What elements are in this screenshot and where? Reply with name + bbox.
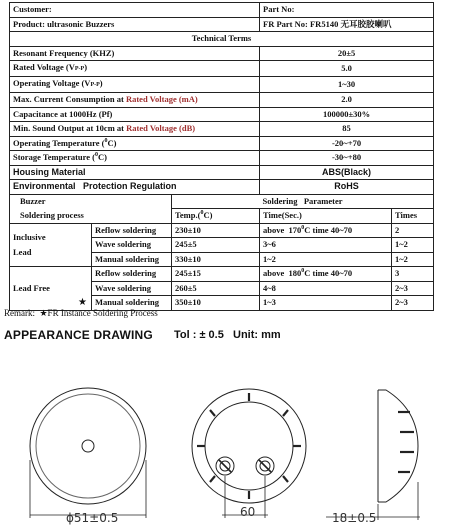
side-profile [378,390,418,502]
spec-value: 85 [260,122,434,137]
spec-label: Resonant Frequency (KHZ) [10,46,260,61]
part-no-label: Part No: [260,3,434,18]
spec-row [10,180,434,195]
soldering-method: Wave soldering [92,238,172,253]
soldering-time: 3~6 [260,238,392,253]
pin-right-slash [259,460,271,472]
spec-label [10,93,260,108]
height-dimension: 18±0.5 [332,511,377,525]
spec-value: 5.0 [260,61,434,77]
spec-row [10,61,434,77]
soldering-time-superscript: 0 [301,268,305,275]
soldering-temp: 260±5 [172,281,260,296]
spec-row [10,93,434,108]
soldering-times: 1~2 [392,238,434,253]
spec-label-superscript: 0 [104,137,108,144]
spec-value: ABS(Black) [260,165,434,180]
spec-label: Environmental Protection Regulation [10,180,260,195]
soldering-temp: 230±10 [172,223,260,238]
spec-label [10,122,260,137]
soldering-method: Reflow soldering [92,223,172,238]
side-ribs [398,412,414,472]
spec-label-subscript: P-P [74,66,85,72]
lead-group-free: Lead Free [10,267,92,311]
soldering-time-text: C time 40~70 [304,224,353,235]
spec-row [10,107,434,122]
soldering-time: 1~3 [260,296,392,311]
soldering-temp: 330±10 [172,252,260,267]
spec-value: 1~30 [260,77,434,93]
spec-label [10,61,260,77]
spec-label-text: Operating Voltage (V [13,78,91,88]
soldering-method: Reflow soldering [92,267,172,282]
soldering-time-text: C time 40~70 [304,268,353,279]
spec-label-text: C) [107,137,117,148]
technical-terms-title: Technical Terms [10,32,434,47]
header-row-2 [10,17,434,32]
temp-header [172,209,260,224]
pin-left-slash [219,460,231,472]
spec-label-text: ) [84,62,88,72]
spec-label: Housing Material [10,165,260,180]
customer-label: Customer: [10,3,260,18]
soldering-process-label: Soldering process [10,209,172,224]
spec-label [10,151,260,166]
remark-text: Remark: ★FR Instance Soldering Process [4,308,158,318]
spec-label-text: Min. Sound Output at 10cm at [13,123,127,134]
lead-group-inclusive [10,223,92,267]
front-view [30,388,146,518]
spec-label-subscript: P-P [90,82,100,88]
soldering-temp: 245±5 [172,238,260,253]
fr-part-no: FR Part No: FR5140 无耳胶胶喇叭 [260,17,434,32]
temp-header-text: C) [203,210,213,221]
temp-header-superscript: 0 [200,210,204,217]
soldering-method-text: Manual soldering [95,297,159,308]
soldering-row [10,267,434,282]
soldering-times: 1~2 [392,252,434,267]
front-outer-circle [30,388,146,504]
product-name: Product: ultrasonic Buzzers [10,17,260,32]
back-outer-circle [192,389,306,503]
spec-label-text: Max. Current Consumption at [13,94,126,105]
soldering-time-superscript: 0 [301,224,305,231]
soldering-times: 3 [392,267,434,282]
spec-row [10,165,434,180]
soldering-row [10,223,434,238]
spec-label-text: Operating Temperature ( [13,137,105,148]
spec-label-text: Rated Voltage (V [13,62,75,72]
soldering-times: 2 [392,223,434,238]
spec-value: 100000±30% [260,107,434,122]
spec-label [10,136,260,151]
soldering-temp: 245±15 [172,267,260,282]
technical-terms-row [10,32,434,47]
spec-table [9,2,434,311]
spec-label-text: Storage Temperature ( [13,152,95,163]
back-ribs [197,393,301,499]
soldering-time: 4~8 [260,281,392,296]
soldering-time: 1~2 [260,252,392,267]
spec-value: 2.0 [260,93,434,108]
time-header: Time(Sec.) [260,209,392,224]
soldering-time [260,223,392,238]
soldering-time [260,267,392,282]
soldering-header-row-2 [10,209,434,224]
spec-label-text: ) [99,78,103,88]
group-name-line: Inclusive [13,231,46,242]
appearance-drawing [0,370,450,530]
spec-value: -30~+80 [260,151,434,166]
side-view [326,390,420,520]
soldering-header-row-1 [10,194,434,209]
spec-label-superscript: 0 [95,152,98,159]
spec-label: Capacitance at 1000Hz (Pf) [10,107,260,122]
spec-label-highlight: Rated Voltage (dB) [126,123,196,134]
soldering-time-text: above 180 [263,268,302,279]
soldering-times: 2~3 [392,281,434,296]
pin-pitch-dimension: 60 [240,505,256,519]
spec-label-highlight: Rated Voltage (mA) [125,94,198,105]
spec-value: 20±5 [260,46,434,61]
front-inner-circle [36,394,140,498]
header-row-1 [10,3,434,18]
times-header: Times [392,209,434,224]
temp-header-text: Temp.( [175,210,201,221]
soldering-time-text: above 170 [263,224,302,235]
spec-label [10,77,260,93]
soldering-method: Wave soldering [92,281,172,296]
spec-row [10,77,434,93]
front-sound-hole [82,440,94,452]
soldering-times: 2~3 [392,296,434,311]
group-name-line: Lead [13,246,32,257]
spec-row [10,122,434,137]
star-marker-icon: ★ [78,297,87,308]
soldering-param-title: Soldering Parameter [172,194,434,209]
buzzer-label: Buzzer [10,194,172,209]
spec-row [10,46,434,61]
spec-value: RoHS [260,180,434,195]
spec-value: -20~+70 [260,136,434,151]
back-inner-circle [205,402,293,490]
spec-sheet [9,2,433,311]
soldering-temp: 350±10 [172,296,260,311]
spec-row [10,136,434,151]
diameter-dimension: ϕ51±0.5 [66,511,119,525]
soldering-method: Manual soldering [92,252,172,267]
appearance-title: APPEARANCE DRAWING [4,328,153,342]
spec-row [10,151,434,166]
appearance-tolerance: Tol : ± 0.5 Unit: mm [174,329,281,341]
back-view [192,389,306,518]
spec-label-text: C) [98,152,107,163]
